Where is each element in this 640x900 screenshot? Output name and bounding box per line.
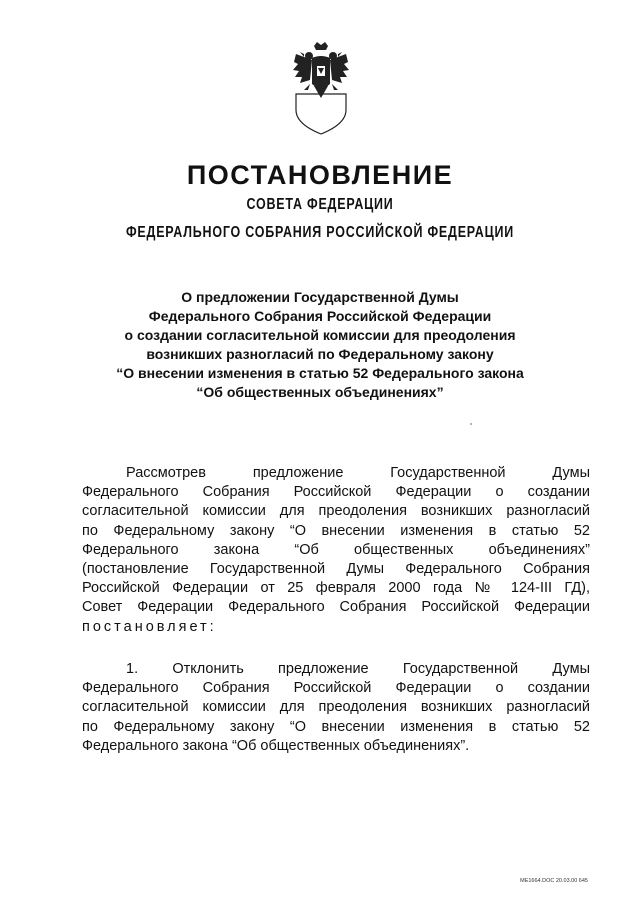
- coat-of-arms-icon: [290, 40, 352, 136]
- title-line: “Об общественных объединениях”: [196, 384, 444, 400]
- preamble-paragraph: [82, 464, 590, 637]
- issuer-line-1: СОВЕТА ФЕДЕРАЦИИ: [246, 196, 394, 213]
- paragraph-line: по Федеральному закону “О внесении изменения в статью 52: [82, 522, 590, 539]
- title-line: возникших разногласий по Федеральному закону: [146, 346, 494, 362]
- document-title: [90, 288, 550, 402]
- paragraph-line: Федерального Собрания Российской Федерации о создании: [82, 680, 590, 697]
- document-type-heading: ПОСТАНОВЛЕНИЕ: [186, 160, 454, 190]
- issuer-line-2: ФЕДЕРАЛЬНОГО СОБРАНИЯ РОССИЙСКОЙ ФЕДЕРАЦИИ: [125, 224, 515, 241]
- resolves-keyword: постановляет:: [82, 618, 217, 635]
- scan-speck: [470, 423, 472, 425]
- paragraph-line: Федерального закона “Об общественных объединениях”: [82, 541, 590, 558]
- paragraph-line: Федерального Собрания Российской Федерации о создании: [82, 484, 590, 501]
- title-line: О предложении Государственной Думы: [181, 289, 459, 305]
- paragraph-line: Рассмотрев предложение Государственной Думы: [126, 465, 590, 481]
- title-line: Федерального Собрания Российской Федерации: [148, 308, 492, 324]
- paragraph-line: Совет Федерации Федерального Собрания Российской Федерации: [82, 599, 590, 616]
- title-line: о создании согласительной комиссии для преодоления: [124, 327, 516, 343]
- paragraph-line: 1. Отклонить предложение Государственной Думы: [126, 661, 590, 677]
- paragraph-line: по Федеральному закону “О внесении изменения в статью 52: [82, 718, 590, 735]
- file-stamp: ME1664.DOC 20.03.00 645: [520, 878, 588, 884]
- paragraph-line: согласительной комиссии для преодоления возникших разногласий: [82, 503, 590, 520]
- paragraph-line: Российской Федерации от 25 февраля 2000 года № 124-III ГД),: [82, 580, 590, 597]
- paragraph-line: согласительной комиссии для преодоления возникших разногласий: [82, 699, 590, 716]
- paragraph-line: (постановление Государственной Думы Федерального Собрания: [82, 560, 590, 577]
- point-1-paragraph: [82, 660, 590, 756]
- title-line: “О внесении изменения в статью 52 Федерального закона: [116, 365, 524, 381]
- paragraph-line: Федерального закона “Об общественных объединениях”.: [82, 737, 470, 754]
